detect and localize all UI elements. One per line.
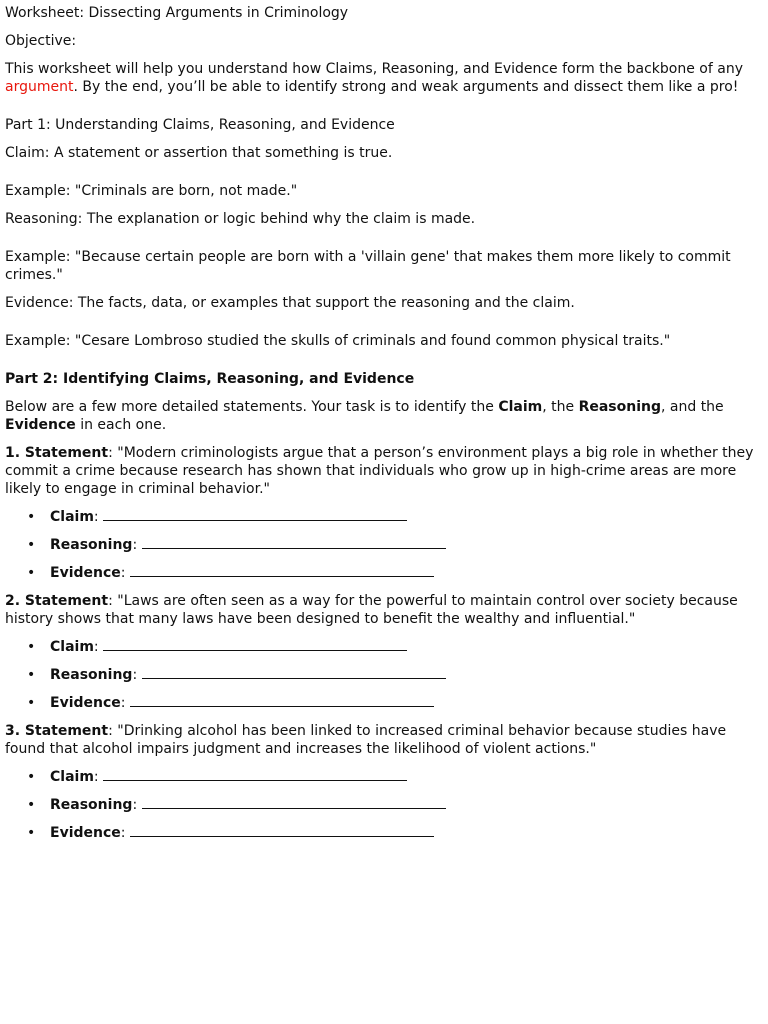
- evidence-answer-blank[interactable]: [130, 564, 434, 577]
- part2-heading-text: Part 2: Identifying Claims, Reasoning, and Evidence: [5, 371, 415, 387]
- evidence-answer-blank[interactable]: [130, 694, 434, 707]
- bullet-icon: •: [27, 639, 36, 655]
- intro-text-start: This worksheet will help you understand how Claims, Reasoning, and Evidence form the backbone of any: [5, 61, 743, 77]
- bullet-icon: •: [27, 537, 36, 553]
- claim-label: Claim: [50, 639, 94, 655]
- label-colon: :: [120, 695, 130, 711]
- bullet-icon: •: [27, 797, 36, 813]
- evidence-example: Example: "Cesare Lombroso studied the skulls of criminals and found common physical traits.": [5, 333, 671, 349]
- part1-heading: Part 1: Understanding Claims, Reasoning, and Evidence: [5, 117, 395, 133]
- evidence-label: Evidence: [50, 695, 121, 711]
- claim-answer-blank[interactable]: [103, 638, 407, 651]
- argument-link[interactable]: argument: [5, 79, 74, 95]
- instructions-reasoning: Reasoning: [578, 399, 661, 415]
- bullet-icon: •: [27, 509, 36, 525]
- statement-1: [5, 444, 762, 498]
- evidence-answer-blank[interactable]: [130, 824, 434, 837]
- instructions-evidence: Evidence: [5, 417, 76, 433]
- claim-definition: Claim: A statement or assertion that something is true.: [5, 145, 393, 161]
- instructions-text: in each one.: [75, 417, 167, 433]
- claim-answer-item: [5, 508, 762, 526]
- instructions-text: Below are a few more detailed statements. Your task is to identify the: [5, 399, 499, 415]
- claim-label: Claim: [50, 509, 94, 525]
- reasoning-answer-blank[interactable]: [142, 796, 446, 809]
- label-colon: :: [132, 797, 142, 813]
- claim-answer-item: [5, 638, 762, 656]
- statement-text: : "Drinking alcohol has been linked to increased criminal behavior because studies have found that alcohol impairs judgment and increases the likelihood of violent actions.": [5, 723, 727, 757]
- part2-instructions: [5, 398, 762, 434]
- reasoning-label: Reasoning: [50, 667, 133, 683]
- bullet-icon: •: [27, 667, 36, 683]
- statement-3-answers: [5, 768, 762, 842]
- objective-label: Objective:: [5, 33, 77, 49]
- reasoning-label: Reasoning: [50, 537, 133, 553]
- part2-heading: [5, 370, 762, 388]
- reasoning-definition: Reasoning: The explanation or logic behind why the claim is made.: [5, 211, 476, 227]
- label-colon: :: [93, 509, 104, 525]
- statement-text: : "Modern criminologists argue that a person’s environment plays a big role in whether they commit a crime because research has shown that individuals who grow up in high-crime areas are more likely to engage in criminal behavior.": [5, 445, 754, 497]
- reasoning-example: Example: "Because certain people are born with a 'villain gene' that makes them more likely to commit crimes.": [5, 249, 731, 283]
- claim-answer-item: [5, 768, 762, 786]
- evidence-answer-item: [5, 694, 762, 712]
- reasoning-label: Reasoning: [50, 797, 133, 813]
- statement-number: 1. Statement: [5, 445, 109, 461]
- reasoning-answer-item: [5, 536, 762, 554]
- bullet-icon: •: [27, 825, 36, 841]
- claim-example: Example: "Criminals are born, not made.": [5, 183, 298, 199]
- statement-number: 2. Statement: [5, 593, 109, 609]
- statement-2: [5, 592, 762, 628]
- instructions-text: , the: [542, 399, 579, 415]
- label-colon: :: [132, 667, 142, 683]
- evidence-answer-item: [5, 824, 762, 842]
- statement-1-answers: [5, 508, 762, 582]
- label-colon: :: [132, 537, 142, 553]
- evidence-answer-item: [5, 564, 762, 582]
- intro-text-end: . By the end, you’ll be able to identify strong and weak arguments and dissect them like a pro!: [73, 79, 739, 95]
- reasoning-answer-item: [5, 666, 762, 684]
- label-colon: :: [120, 565, 130, 581]
- label-colon: :: [120, 825, 130, 841]
- bullet-icon: •: [27, 565, 36, 581]
- claim-answer-blank[interactable]: [103, 768, 407, 781]
- evidence-label: Evidence: [50, 825, 121, 841]
- evidence-label: Evidence: [50, 565, 121, 581]
- claim-answer-blank[interactable]: [103, 508, 407, 521]
- statement-2-answers: [5, 638, 762, 712]
- statement-3: [5, 722, 762, 758]
- instructions-claim: Claim: [498, 399, 543, 415]
- reasoning-answer-blank[interactable]: [142, 536, 446, 549]
- evidence-definition: Evidence: The facts, data, or examples that support the reasoning and the claim.: [5, 295, 575, 311]
- bullet-icon: •: [27, 695, 36, 711]
- intro-paragraph: [5, 60, 762, 96]
- statement-text: : "Laws are often seen as a way for the powerful to maintain control over society because history shows that many laws have been designed to benefit the wealthy and influential.": [5, 593, 738, 627]
- bullet-icon: •: [27, 769, 36, 785]
- statement-number: 3. Statement: [5, 723, 109, 739]
- reasoning-answer-blank[interactable]: [142, 666, 446, 679]
- label-colon: :: [93, 639, 104, 655]
- reasoning-answer-item: [5, 796, 762, 814]
- worksheet-title: Worksheet: Dissecting Arguments in Criminology: [5, 5, 349, 21]
- instructions-text: , and the: [661, 399, 724, 415]
- label-colon: :: [93, 769, 104, 785]
- claim-label: Claim: [50, 769, 94, 785]
